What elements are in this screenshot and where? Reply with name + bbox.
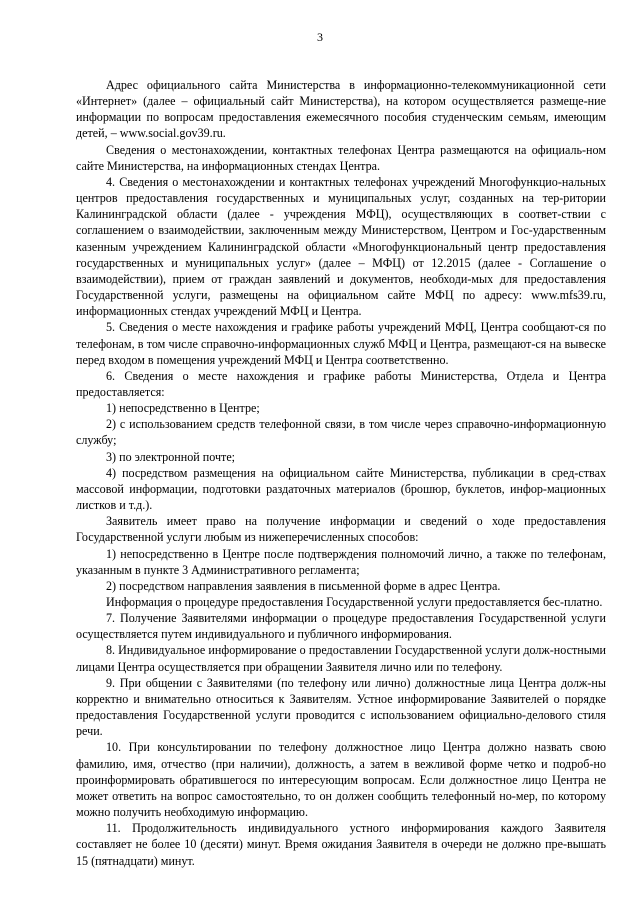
paragraph-center-contacts: Сведения о местонахождении, контактных телефонах Центра размещаются на официаль-ном сайте Министерства, на информационных стендах Центра. — [76, 142, 606, 173]
list-item-method-4: 4) посредством размещения на официальном сайте Министерства, публикации в сред-ствах массовой информации, подготовки раздаточных материалов (брошюр, буклетов, инфор-мационных листков и т.д.). — [76, 465, 606, 513]
paragraph-item-6-info-methods: 6. Сведения о месте нахождения и графике работы Министерства, Отдела и Центра предоставляется: — [76, 368, 606, 399]
list-item-way-2: 2) посредством направления заявления в письменной форме в адрес Центра. — [106, 578, 501, 593]
paragraph-item-7: 7. Получение Заявителями информации о процедуре предоставления Государственной услуги осуществляется путем индивидуального и публичного информирования. — [76, 611, 606, 642]
paragraph-item-9: 9. При общении с Заявителями (по телефону или лично) должностные лица Центра долж-ны корректно и внимательно относиться к Заявителям. Устное информирование Заявителей о порядке предоставления Государственной услуги проводится с использованием официально-делового стиля речи. — [76, 675, 606, 739]
paragraph-applicant-rights: Заявитель имеет право на получение информации и сведений о ходе предоставления Государственной услуги любым из нижеперечисленных способов: — [76, 514, 606, 545]
list-item-method-3: 3) по электронной почте; — [106, 449, 236, 464]
paragraph-item-11: 11. Продолжительность индивидуального устного информирования каждого Заявителя составляет не более 10 (десяти) минут. Время ожидания Заявителя в очереди не должно пре-вышать 15 (пятнадцати) минут. — [76, 821, 606, 868]
document-body — [76, 77, 606, 869]
page-number: 3 — [317, 30, 323, 44]
paragraph-item-5-schedule-info: 5. Сведения о месте нахождения и графике работы учреждений МФЦ, Центра сообщают-ся по телефонам, в том числе справочно-информационных служб МФЦ и Центра, размещают-ся на вывеске перед входом в помещения учреждений МФЦ и Центра соответственно. — [76, 320, 606, 367]
paragraph-item-8: 8. Индивидуальное информирование о предоставлении Государственной услуги долж-ностными лицами Центра осуществляется при обращении Заявителя лично или по телефону. — [76, 643, 606, 674]
paragraph-item-4-mfc-contacts: 4. Сведения о местонахождении и контактных телефонах учреждений Многофункцио-нальных центров предоставления государственных и муниципальных услуг, созданных на тер-ритории Калининградской области (далее - учреждения МФЦ), осуществляющих в соответ-ствии с соглашением о взаимодействии, заключенным между Министерством, Центром и Гос-ударственным казенным учреждением Калининградской области «Многофункциональный центр предоставления государственных и муниципальных услуг» (далее – МФЦ) от 12.2015 (далее - Соглашение о взаимодействии), прием от граждан заявлений и документов, необходи-мых для предоставления Государственной услуги, размещены на официальном сайте МФЦ по адресу: www.mfs39.ru, информационных стендах учреждений МФЦ и Центра. — [76, 174, 606, 319]
list-item-method-2: 2) с использованием средств телефонной связи, в том числе через справочно-информационную службу; — [76, 417, 606, 448]
paragraph-official-site-address: Адрес официального сайта Министерства в информационно-телекоммуникационной сети «Интернет» (далее – официальный сайт Министерства), на котором осуществляется размеще-ние информации по вопросам предоставления ежемесячного пособия студенческим семьям, имеющим детей, – www.social.gov39.ru. — [76, 78, 606, 141]
paragraph-item-10: 10. При консультировании по телефону должностное лицо Центра должно назвать свою фамилию, имя, отчество (при наличии), должность, а затем в вежливой форме четко и подроб-но проинформировать обратившегося по интересующим вопросам. Если должностное лицо Центра не может ответить на вопрос самостоятельно, то он должен сообщить телефонный но-мер, по которому можно получить необходимую информацию. — [76, 740, 606, 820]
list-item-method-1: 1) непосредственно в Центре; — [106, 401, 260, 416]
list-item-way-1: 1) непосредственно в Центре после подтверждения полномочий лично, а также по телефонам, указанным в пункте 3 Административного регламента; — [76, 546, 606, 577]
paragraph-free-information: Информация о процедуре предоставления Государственной услуги предоставляется бес-платно. — [106, 595, 603, 609]
